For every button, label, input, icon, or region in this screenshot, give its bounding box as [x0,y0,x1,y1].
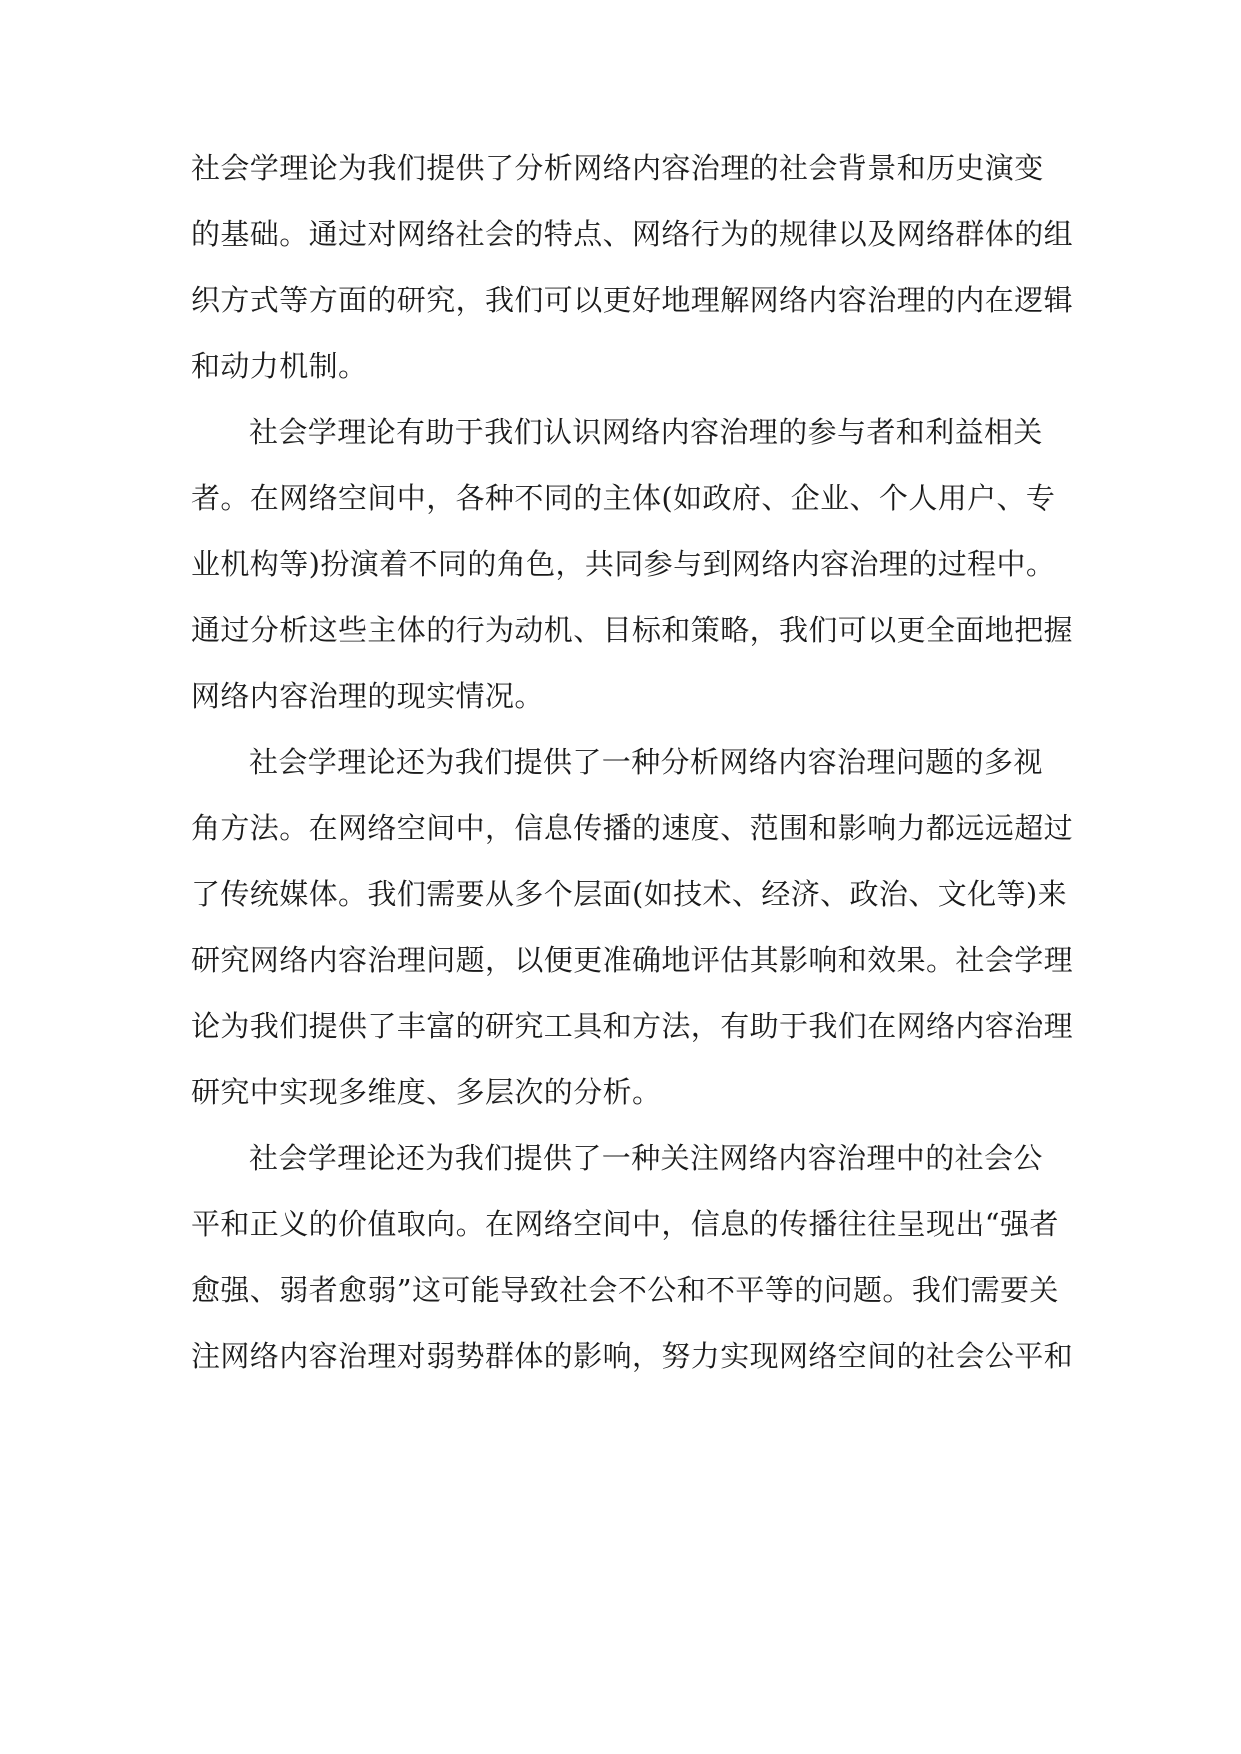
text-line: 通过分析这些主体的行为动机、目标和策略，我们可以更全面地把握 [191,613,1074,647]
text-line: 社会学理论还为我们提供了一种关注网络内容治理中的社会公 [249,1141,1043,1175]
text-line: 论为我们提供了丰富的研究工具和方法，有助于我们在网络内容治理 [191,1009,1074,1043]
body-text [191,135,1074,1389]
text-line: 社会学理论还为我们提供了一种分析网络内容治理问题的多视 [249,745,1043,779]
text-line: 角方法。在网络空间中，信息传播的速度、范围和影响力都远远超过 [191,811,1074,845]
text-line: 了传统媒体。我们需要从多个层面(如技术、经济、政治、文化等)来 [191,877,1068,911]
text-line: 愈强、弱者愈弱”这可能导致社会不公和不平等的问题。我们需要关 [191,1273,1059,1307]
text-line: 的基础。通过对网络社会的特点、网络行为的规律以及网络群体的组 [191,217,1074,251]
text-line: 社会学理论为我们提供了分析网络内容治理的社会背景和历史演变 [191,151,1044,185]
text-line: 网络内容治理的现实情况。 [191,679,544,713]
text-line: 织方式等方面的研究，我们可以更好地理解网络内容治理的内在逻辑 [191,283,1074,317]
text-line: 注网络内容治理对弱势群体的影响，努力实现网络空间的社会公平和 [191,1339,1074,1373]
text-line: 和动力机制。 [191,349,368,383]
text-line: 者。在网络空间中，各种不同的主体(如政府、企业、个人用户、专 [191,481,1056,515]
text-line: 研究网络内容治理问题，以便更准确地评估其影响和效果。社会学理 [191,943,1074,977]
text-line: 研究中实现多维度、多层次的分析。 [191,1075,662,1109]
text-line: 业机构等)扮演着不同的角色，共同参与到网络内容治理的过程中。 [191,547,1056,581]
text-line: 社会学理论有助于我们认识网络内容治理的参与者和利益相关 [249,415,1043,449]
text-line: 平和正义的价值取向。在网络空间中，信息的传播往往呈现出“强者 [191,1207,1059,1241]
